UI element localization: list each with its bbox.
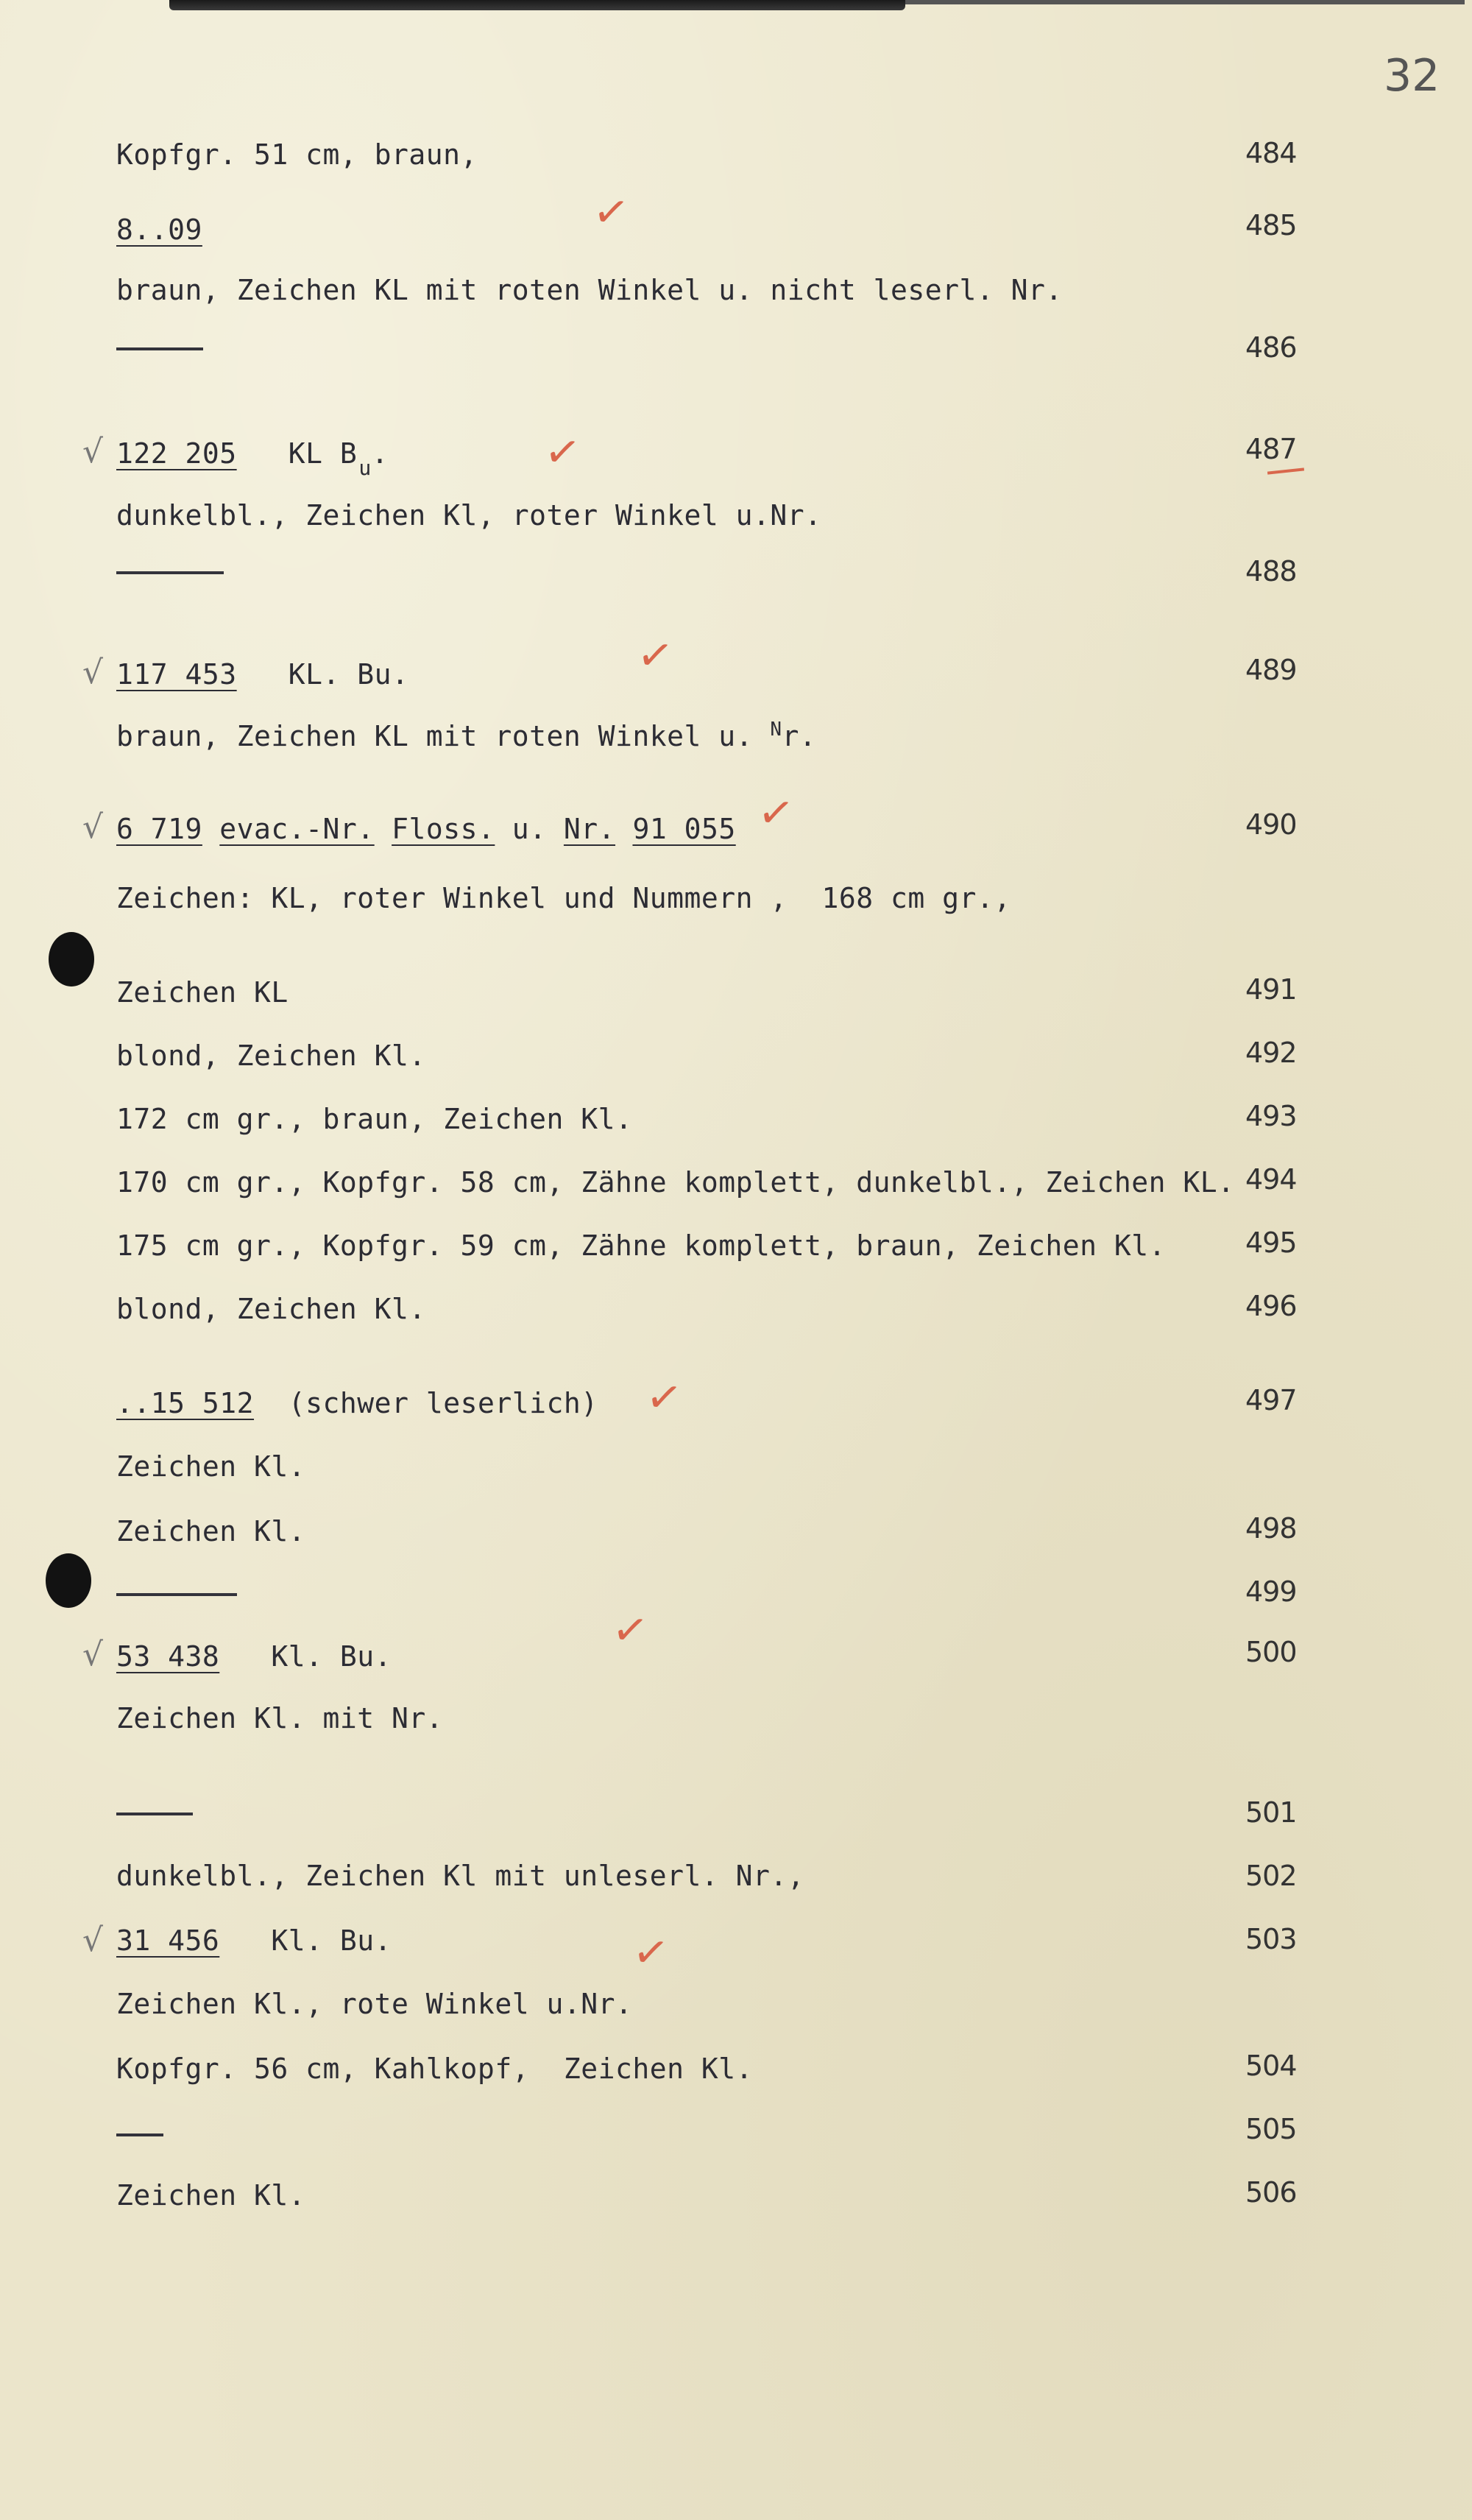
entry-id bbox=[116, 813, 736, 845]
prisoner-number: 31 456 bbox=[116, 1924, 220, 1957]
record-number: 504 bbox=[1245, 2050, 1297, 2082]
record-number: 490 bbox=[1245, 808, 1297, 841]
evac-label: evac.-Nr. bbox=[219, 813, 375, 845]
nr-label: Nr. bbox=[563, 813, 616, 845]
record-number: 506 bbox=[1245, 2176, 1297, 2209]
red-underline bbox=[1267, 467, 1304, 474]
entry-text: Zeichen KL bbox=[116, 976, 289, 1009]
red-check-mark: ✓ bbox=[634, 627, 677, 683]
record-number: 484 bbox=[1245, 137, 1297, 169]
prisoner-number: 8..09 bbox=[116, 213, 202, 246]
record-number: 503 bbox=[1245, 1923, 1297, 1955]
dash-line bbox=[116, 1813, 193, 1815]
note: (schwer leserlich) bbox=[288, 1387, 598, 1419]
category: KL B bbox=[288, 437, 358, 470]
record-number: 488 bbox=[1245, 555, 1297, 587]
second-number: 91 055 bbox=[632, 813, 736, 845]
tick-mark: √ bbox=[82, 808, 104, 846]
record-number: 495 bbox=[1245, 1227, 1297, 1259]
entry-text: Zeichen Kl. bbox=[116, 1450, 306, 1483]
prisoner-number: 6 719 bbox=[116, 813, 202, 845]
binding-edge bbox=[905, 0, 1465, 4]
tick-mark: √ bbox=[82, 1921, 104, 1959]
binding-edge bbox=[169, 0, 905, 10]
text-part: braun, Zeichen KL mit roten Winkel u. bbox=[116, 720, 771, 752]
entry-text: dunkelbl., Zeichen Kl mit unleserl. Nr., bbox=[116, 1860, 805, 1892]
tick-mark: √ bbox=[82, 654, 104, 691]
entry-id bbox=[116, 658, 408, 691]
entry-id bbox=[116, 437, 389, 480]
entry-text: dunkelbl., Zeichen Kl, roter Winkel u.Nr. bbox=[116, 499, 822, 532]
entry-id bbox=[116, 213, 202, 246]
tick-mark: √ bbox=[82, 1636, 104, 1673]
entry-text: 175 cm gr., Kopfgr. 59 cm, Zähne komplett, braun, Zeichen Kl. bbox=[116, 1229, 1167, 1262]
red-check-mark: ✓ bbox=[541, 424, 584, 480]
entry-text: braun, Zeichen KL mit roten Winkel u. nicht leserl. Nr. bbox=[116, 274, 1063, 306]
entry-text: Zeichen Kl. bbox=[116, 2179, 306, 2212]
dash-line bbox=[116, 2133, 163, 2136]
entry-text: Zeichen: KL, roter Winkel und Nummern , 168 cm gr., bbox=[116, 882, 1011, 914]
dash-line bbox=[116, 571, 224, 574]
tick-mark: √ bbox=[82, 433, 104, 470]
camp-label: Floss. bbox=[392, 813, 495, 845]
dash-line bbox=[116, 1593, 237, 1596]
entry-id bbox=[116, 1387, 598, 1419]
red-check-mark: ✓ bbox=[609, 1602, 652, 1658]
prisoner-number: 122 205 bbox=[116, 437, 237, 470]
prisoner-number: 117 453 bbox=[116, 658, 237, 691]
record-number: 505 bbox=[1245, 2113, 1297, 2145]
entry-id bbox=[116, 1640, 392, 1673]
category: Kl. Bu. bbox=[271, 1924, 392, 1957]
entry-text: Kopfgr. 51 cm, braun, bbox=[116, 138, 478, 171]
prisoner-number: 53 438 bbox=[116, 1640, 220, 1673]
page-number: 32 bbox=[1384, 50, 1440, 102]
record-number: 500 bbox=[1245, 1636, 1297, 1668]
entry-text: blond, Zeichen Kl. bbox=[116, 1293, 426, 1325]
record-number: 499 bbox=[1245, 1575, 1297, 1608]
entry-text: Kopfgr. 56 cm, Kahlkopf, Zeichen Kl. bbox=[116, 2053, 753, 2085]
category-end: . bbox=[371, 437, 389, 470]
entry-text: Zeichen Kl., rote Winkel u.Nr. bbox=[116, 1988, 633, 2020]
punch-hole bbox=[46, 1553, 91, 1608]
red-check-mark: ✓ bbox=[643, 1369, 686, 1425]
entry-text: blond, Zeichen Kl. bbox=[116, 1040, 426, 1072]
entry-text: 170 cm gr., Kopfgr. 58 cm, Zähne komplett, dunkelbl., Zeichen KL. bbox=[116, 1166, 1235, 1199]
punch-hole bbox=[49, 932, 94, 987]
record-number: 498 bbox=[1245, 1512, 1297, 1545]
connector: u. bbox=[512, 813, 547, 845]
record-number: 489 bbox=[1245, 654, 1297, 686]
category: Kl. Bu. bbox=[271, 1640, 392, 1673]
red-check-mark: ✓ bbox=[754, 785, 798, 841]
record-number: 501 bbox=[1245, 1796, 1297, 1829]
record-number: 494 bbox=[1245, 1163, 1297, 1196]
prisoner-number: ..15 512 bbox=[116, 1387, 255, 1419]
red-check-mark: ✓ bbox=[629, 1924, 673, 1980]
record-number: 487 bbox=[1245, 433, 1297, 465]
record-number: 491 bbox=[1245, 973, 1297, 1006]
record-number: 492 bbox=[1245, 1037, 1297, 1069]
entry-text: Zeichen Kl. mit Nr. bbox=[116, 1702, 444, 1734]
dash-line bbox=[116, 347, 203, 350]
record-number: 496 bbox=[1245, 1290, 1297, 1322]
entry-id bbox=[116, 1924, 392, 1957]
category: KL. Bu. bbox=[288, 658, 409, 691]
entry-text: Zeichen Kl. bbox=[116, 1515, 306, 1547]
text-sup: N bbox=[770, 719, 782, 741]
record-number: 485 bbox=[1245, 209, 1297, 241]
text-part: r. bbox=[782, 720, 817, 752]
record-number: 497 bbox=[1245, 1384, 1297, 1416]
entry-text: 172 cm gr., braun, Zeichen Kl. bbox=[116, 1103, 633, 1135]
red-check-mark: ✓ bbox=[590, 184, 633, 240]
record-number: 502 bbox=[1245, 1860, 1297, 1892]
category-sub: u bbox=[358, 456, 372, 480]
record-number: 486 bbox=[1245, 331, 1297, 364]
entry-text bbox=[116, 720, 816, 752]
record-number: 493 bbox=[1245, 1100, 1297, 1132]
